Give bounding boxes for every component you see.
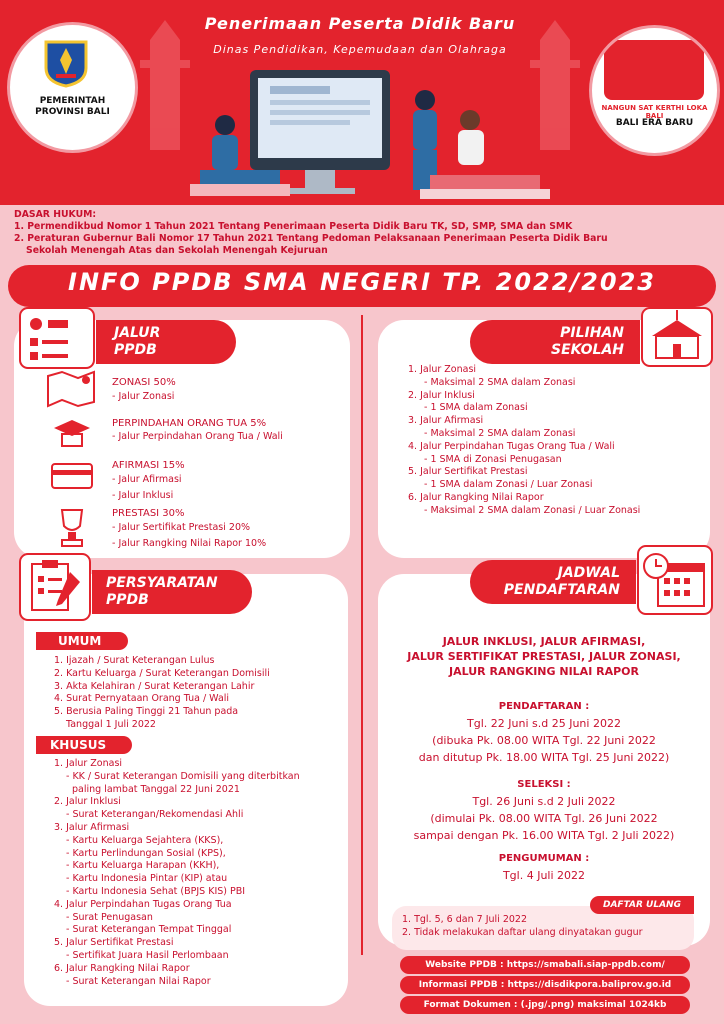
pilihan-sekolah-title [470, 320, 640, 364]
left-logo-line-2: PROVINSI BALI [35, 107, 110, 117]
pilihan-item: 5. Jalur Sertifikat Prestasi [408, 466, 528, 478]
jalur-prestasi-sub: - Jalur Rangking Nilai Rapor 10% [112, 538, 267, 549]
persyaratan-title-line-1: PERSYARATAN [106, 575, 218, 591]
pengumuman-date: Tgl. 4 Juli 2022 [502, 869, 586, 882]
pilihan-item: 6. Jalur Rangking Nilai Rapor [408, 491, 544, 503]
jalur-prestasi-sub: - Jalur Sertifikat Prestasi 20% [112, 522, 251, 533]
seleksi-line: Tgl. 26 Juni s.d 2 Juli 2022 [472, 795, 616, 808]
leaders-photo [604, 40, 704, 100]
pilihan-sub: - 1 SMA di Zonasi Penugasan [424, 453, 562, 465]
khusus-sub: - Sertifikat Juara Hasil Perlombaan [66, 949, 229, 961]
daftar-ulang-label: DAFTAR ULANG [590, 896, 694, 914]
jadwal-title [470, 560, 636, 604]
website-ppdb-link[interactable]: Website PPDB : https://smabali.siap-ppdb.com/ [400, 956, 690, 974]
umum-list [54, 655, 344, 732]
khusus-sub: - KK / Surat Keterangan Domisili yang diterbitkan [66, 770, 300, 782]
jadwal-title-line-1: JADWAL [557, 565, 620, 581]
calendar-clock-icon [636, 544, 714, 616]
persyaratan-title-line-2: PPDB [106, 592, 149, 608]
info-banner-text: INFO PPDB SMA NEGERI TP. 2022/2023 [68, 268, 656, 296]
khusus-item: 1. Jalur Zonasi [54, 758, 123, 769]
khusus-sub: - Kartu Indonesia Pintar (KIP) atau [66, 873, 228, 885]
khusus-sub: - Surat Keterangan Nilai Rapor [66, 975, 211, 987]
khusus-label: KHUSUS [36, 736, 132, 754]
umum-item: Tanggal 1 Juli 2022 [66, 718, 156, 730]
khusus-sub: - Kartu Perlindungan Sosial (KPS), [66, 847, 226, 859]
checklist-icon [18, 306, 96, 370]
khusus-sub: - Surat Penugasan [66, 911, 153, 923]
daftar-ulang-list [402, 914, 692, 940]
header-title: Penerimaan Peserta Didik Baru [204, 14, 516, 33]
jadwal-jalur-list [380, 634, 708, 679]
khusus-item: 3. Jalur Afirmasi [54, 821, 130, 833]
daftar-ulang-item: 1. Tgl. 5, 6 dan 7 Juli 2022 [402, 914, 527, 925]
khusus-sub: - Surat Keterangan/Rekomendasi Ahli [66, 809, 244, 821]
informasi-ppdb-link[interactable]: Informasi PPDB : https://disdikpora.baliprov.go.id [400, 976, 690, 994]
pilihan-item: 2. Jalur Inklusi [408, 389, 475, 401]
dasar-hukum-item: 1. Permendikbud Nomor 1 Tahun 2021 Tentang Penerimaan Peserta Didik Baru TK, SD, SMP, SMA dan SMK [14, 221, 573, 232]
pilihan-title-line-1: PILIHAN [560, 325, 624, 341]
pendaftaran-line: dan ditutup Pk. 18.00 WITA Tgl. 25 Juni 2022) [418, 751, 670, 764]
card-hand-icon [48, 458, 96, 494]
dasar-hukum-heading: DASAR HUKUM: [14, 209, 97, 220]
umum-label: UMUM [36, 632, 128, 650]
pilihan-item: 3. Jalur Afirmasi [408, 415, 484, 427]
jalur-ppdb-title [96, 320, 236, 364]
graduation-cap-icon [52, 416, 92, 452]
umum-item: 2. Kartu Keluarga / Surat Keterangan Domisili [54, 667, 270, 679]
header-subtitle: Dinas Pendidikan, Kepemudaan dan Olahraga [213, 43, 507, 56]
pilihan-sub: - Maksimal 2 SMA dalam Zonasi / Luar Zonasi [424, 504, 641, 516]
map-icon [46, 370, 98, 408]
dasar-hukum-item: 2. Peraturan Gubernur Bali Nomor 17 Tahun 2021 Tentang Pedoman Pelaksanaan Penerimaan Peserta Didik Baru [14, 233, 608, 244]
jalur-afirmasi-sub: - Jalur Inklusi [112, 490, 174, 501]
jalur-zonasi-name: ZONASI 50% [112, 377, 176, 388]
seleksi-line: (dimulai Pk. 08.00 WITA Tgl. 26 Juni 2022 [430, 812, 658, 825]
umum-item: 3. Akta Kelahiran / Surat Keterangan Lahir [54, 680, 255, 692]
daftar-ulang-item: 2. Tidak melakukan daftar ulang dinyatakan gugur [402, 926, 643, 938]
khusus-sub: paling lambat Tanggal 22 Juni 2021 [72, 783, 240, 795]
jadwal-pengumuman [380, 850, 708, 884]
pilihan-sub: - Maksimal 2 SMA dalam Zonasi [424, 376, 576, 388]
khusus-list [54, 758, 344, 988]
center-divider [361, 315, 363, 955]
jadwal-seleksi [380, 776, 708, 844]
pilihan-item: 1. Jalur Zonasi [408, 364, 477, 375]
pendaftaran-label: PENDAFTARAN : [498, 701, 590, 712]
jalur-title-line-1: JALUR [114, 325, 161, 341]
seleksi-line: sampai dengan Pk. 16.00 WITA Tgl. 2 Juli 2022) [413, 829, 675, 842]
left-logo-line-1: PEMERINTAH [39, 96, 106, 106]
khusus-item: 5. Jalur Sertifikat Prestasi [54, 937, 174, 949]
jalur-afirmasi-sub: - Jalur Afirmasi [112, 474, 182, 485]
pilihan-sub: - 1 SMA dalam Zonasi / Luar Zonasi [424, 479, 593, 491]
khusus-item: 4. Jalur Perpindahan Tugas Orang Tua [54, 898, 232, 910]
khusus-sub: - Kartu Keluarga Harapan (KKH), [66, 860, 220, 872]
pilihan-sekolah-list [408, 364, 703, 518]
school-icon [640, 306, 714, 368]
jadwal-pendaftaran [380, 698, 708, 766]
jalur-zonasi-sub: - Jalur Zonasi [112, 391, 175, 402]
dasar-hukum [14, 209, 714, 257]
khusus-sub: - Surat Keterangan Tempat Tinggal [66, 924, 232, 936]
khusus-sub: - Kartu Keluarga Sejahtera (KKS), [66, 834, 224, 846]
jalur-afirmasi-name: AFIRMASI 15% [112, 460, 185, 471]
jalur-perpindahan-name: PERPINDAHAN ORANG TUA 5% [112, 418, 267, 429]
format-dokumen-note: Format Dokumen : (.jpg/.png) maksimal 1024kb [400, 996, 690, 1014]
pendaftaran-line: Tgl. 22 Juni s.d 25 Juni 2022 [467, 717, 621, 730]
jalur-title-line-2: PPDB [114, 342, 157, 358]
pilihan-sub: - Maksimal 2 SMA dalam Zonasi [424, 427, 576, 439]
khusus-sub: - Kartu Indonesia Sehat (BPJS KIS) PBI [66, 885, 246, 897]
jadwal-jalur-line: JALUR INKLUSI, JALUR AFIRMASI, [442, 635, 646, 648]
jalur-prestasi-name: PRESTASI 30% [112, 508, 185, 519]
right-logo-line-1: NANGUN SAT KERTHI LOKA BALI [601, 104, 708, 120]
jadwal-title-line-2: PENDAFTARAN [503, 582, 620, 598]
bali-emblem-icon [42, 38, 90, 88]
pilihan-item: 4. Jalur Perpindahan Tugas Orang Tua / Wali [408, 440, 615, 452]
right-logo-line-2: BALI ERA BARU [615, 118, 694, 128]
jadwal-jalur-line: JALUR RANGKING NILAI RAPOR [449, 665, 639, 678]
pilihan-title-line-2: SEKOLAH [551, 342, 624, 358]
seleksi-label: SELEKSI : [517, 779, 571, 790]
khusus-item: 2. Jalur Inklusi [54, 796, 121, 808]
left-logo-caption [10, 96, 135, 118]
umum-item: 1. Ijazah / Surat Keterangan Lulus [54, 655, 215, 666]
clipboard-pen-icon [18, 552, 92, 622]
dasar-hukum-item: Sekolah Menengah Atas dan Sekolah Menengah Kejuruan [26, 245, 328, 256]
umum-item: 4. Surat Pernyataan Orang Tua / Wali [54, 693, 230, 705]
trophy-icon [54, 506, 90, 550]
jalur-perpindahan-sub: - Jalur Perpindahan Orang Tua / Wali [112, 431, 283, 442]
persyaratan-title [92, 570, 252, 614]
pengumuman-label: PENGUMUMAN : [498, 853, 590, 864]
pilihan-sub: - 1 SMA dalam Zonasi [424, 402, 528, 414]
umum-item: 5. Berusia Paling Tinggi 21 Tahun pada [54, 706, 239, 718]
pendaftaran-line: (dibuka Pk. 08.00 WITA Tgl. 22 Juni 2022 [432, 734, 656, 747]
jadwal-jalur-line: JALUR SERTIFIKAT PRESTASI, JALUR ZONASI, [407, 650, 681, 663]
khusus-item: 6. Jalur Rangking Nilai Rapor [54, 962, 190, 974]
bali-era-baru-logo [592, 28, 717, 153]
